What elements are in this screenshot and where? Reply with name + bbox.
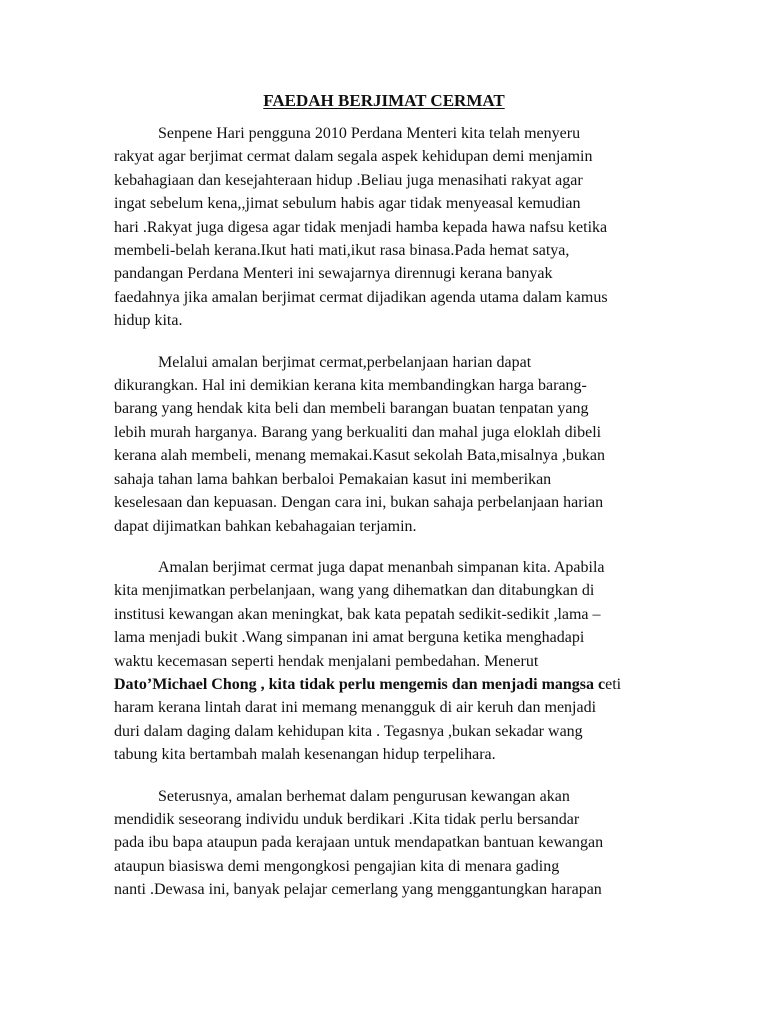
paragraph: [114, 556, 654, 767]
text-line: institusi kewangan akan meningkat, bak kata pepatah sedikit-sedikit ,lama –: [114, 605, 601, 623]
text-line: dikurangkan. Hal ini demikian kerana kita membandingkan harga barang-: [114, 377, 587, 395]
paragraph: [114, 785, 654, 902]
quoted-statement: Dato’Michael Chong , kita tidak perlu mengemis dan menjadi mangsa c: [114, 675, 606, 693]
text-line: faedahnya jika amalan berjimat cermat dijadikan agenda utama dalam kamus: [114, 288, 608, 306]
text-line: haram kerana lintah darat ini memang menangguk di air keruh dan menjadi: [114, 699, 597, 717]
text-line: mendidik seseorang individu unduk berdikari .Kita tidak perlu bersandar: [114, 810, 580, 828]
text-line: hidup kita.: [114, 312, 183, 330]
document-title: FAEDAH BERJIMAT CERMAT: [263, 91, 505, 110]
text-line: ataupun biasiswa demi mengongkosi pengajian kita di menara gading: [114, 857, 560, 875]
paragraph: [114, 122, 654, 333]
text-line: pada ibu bapa ataupun pada kerajaan untuk mendapatkan bantuan kewangan: [114, 834, 604, 852]
text-line: Melalui amalan berjimat cermat,perbelanjaan harian dapat: [158, 353, 532, 371]
text-line: kerana alah membeli, menang memakai.Kasut sekolah Bata,misalnya ,bukan: [114, 447, 605, 465]
text-line: Senpene Hari pengguna 2010 Perdana Menteri kita telah menyeru: [158, 125, 581, 142]
text-line: [114, 673, 654, 696]
text-line: kita menjimatkan perbelanjaan, wang yang dihematkan dan ditabungkan di: [114, 582, 595, 600]
text-line: membeli-belah kerana.Ikut hati mati,ikut rasa binasa.Pada hemat satya,: [114, 242, 570, 260]
document-page: [114, 90, 654, 920]
text-line: ingat sebelum kena,,jimat sebulum habis agar tidak menyeasal kemudian: [114, 195, 581, 213]
text-line: rakyat agar berjimat cermat dalam segala aspek kehidupan demi menjamin: [114, 148, 593, 166]
text-line: dapat dijimatkan bahkan kebahagaian terjamin.: [114, 517, 417, 535]
text-fragment: eti: [605, 675, 622, 693]
text-line: kebahagiaan dan kesejahteraan hidup .Beliau juga menasihati rakyat agar: [114, 171, 583, 189]
text-line: pandangan Perdana Menteri ini sewajarnya dirennugi kerana banyak: [114, 265, 553, 283]
text-line: lebih murah harganya. Barang yang berkualiti dan mahal juga eloklah dibeli: [114, 423, 602, 441]
text-line: sahaja tahan lama bahkan berbaloi Pemakaian kasut ini memberikan: [114, 470, 552, 488]
text-line: duri dalam daging dalam kehidupan kita . Tegasnya ,bukan sekadar wang: [114, 722, 583, 740]
text-line: Amalan berjimat cermat juga dapat menanbah simpanan kita. Apabila: [158, 558, 605, 576]
text-line: keselesaan dan kepuasan. Dengan cara ini, bukan sahaja perbelanjaan harian: [114, 494, 604, 512]
text-line: tabung kita bertambah malah kesenangan hidup terpelihara.: [114, 746, 496, 764]
text-line: waktu kecemasan seperti hendak menjalani pembedahan. Menerut: [114, 652, 539, 670]
text-line: Seterusnya, amalan berhemat dalam pengurusan kewangan akan: [158, 787, 570, 805]
text-line: hari .Rakyat juga digesa agar tidak menjadi hamba kepada hawa nafsu ketika: [114, 218, 608, 236]
text-line: lama menjadi bukit .Wang simpanan ini amat berguna ketika menghadapi: [114, 629, 585, 647]
text-line: barang yang hendak kita beli dan membeli barangan buatan tenpatan yang: [114, 400, 589, 418]
paragraph: [114, 351, 654, 538]
text-line: nanti .Dewasa ini, banyak pelajar cemerlang yang menggantungkan harapan: [114, 881, 602, 899]
